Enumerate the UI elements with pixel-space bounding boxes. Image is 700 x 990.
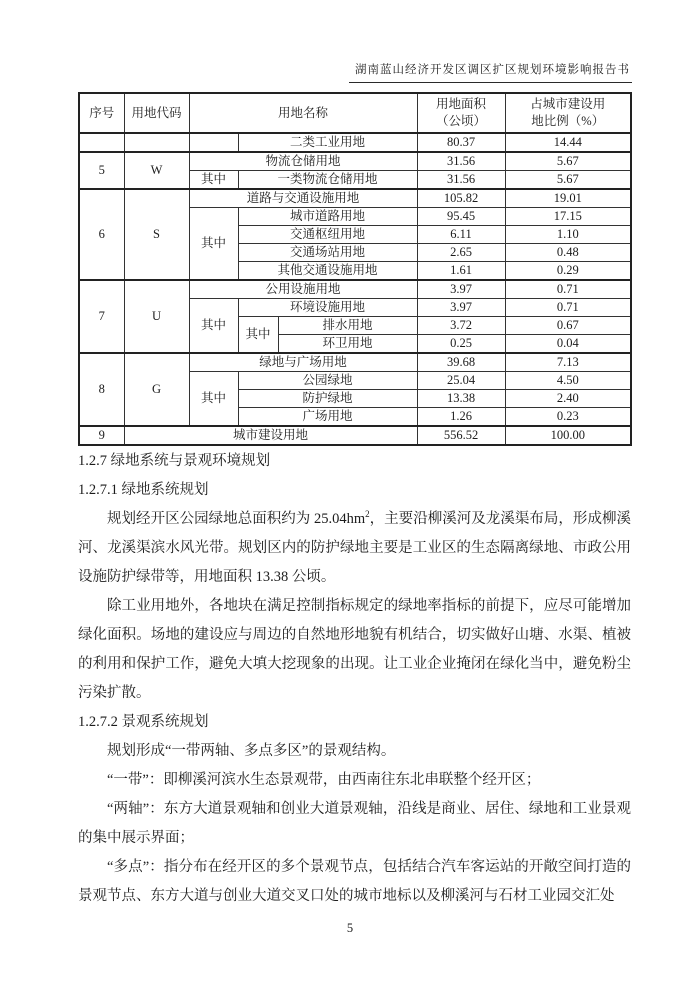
cell-pct: 0.71 — [505, 299, 631, 317]
cell-subcat: 其中 — [189, 208, 238, 281]
paragraph-green-area-text-a: 规划经开区公园绿地总面积约为 25.04hm — [107, 511, 366, 527]
cell-pct: 100.00 — [505, 426, 631, 445]
cell-area: 0.25 — [417, 335, 505, 354]
cell-index: 6 — [79, 189, 124, 280]
cell-pct: 0.48 — [505, 244, 631, 262]
cell-area: 80.37 — [417, 133, 505, 152]
cell-name: 一类物流仓储用地 — [238, 171, 417, 190]
landuse-table — [78, 92, 632, 446]
cell-name: 绿地与广场用地 — [189, 353, 417, 372]
cell-name: 公园绿地 — [238, 372, 417, 390]
table-row — [79, 152, 631, 171]
cell-area: 2.65 — [417, 244, 505, 262]
cell-subcat: 其中 — [189, 171, 238, 190]
cell-name: 二类工业用地 — [238, 133, 417, 152]
paragraph-one-belt: “一带”：即柳溪河滨水生态景观带，由西南往东北串联整个经开区； — [107, 772, 541, 788]
cell-code: S — [124, 189, 189, 280]
paragraph-landscape-structure: 规划形成“一带两轴、多点多区”的景观结构。 — [107, 743, 396, 759]
cell-name: 环卫用地 — [278, 335, 417, 354]
cell-area: 556.52 — [417, 426, 505, 445]
paragraph-multi-points: “多点”：指分布在经开区的多个景观节点，包括结合汽车客运站的开敞空间打造的景观节点、东方大道与创业大道交叉口处的城市地标以及柳溪河与石材工业园交汇处 — [78, 859, 631, 904]
col-header-area-line1: 用地面积 — [436, 97, 487, 112]
page-number: 5 — [346, 921, 354, 935]
cell-name: 城市建设用地 — [124, 426, 417, 445]
cell-pct: 7.13 — [505, 353, 631, 372]
heading-1-2-7: 1.2.7 绿地系统与景观环境规划 — [78, 453, 271, 469]
col-header-code: 用地代码 — [124, 93, 189, 133]
cell-name: 广场用地 — [238, 408, 417, 427]
cell-pct: 5.67 — [505, 152, 631, 171]
cell-name: 物流仓储用地 — [189, 152, 417, 171]
cell-index: 7 — [79, 280, 124, 353]
cell-name: 交通场站用地 — [238, 244, 417, 262]
cell-area: 31.56 — [417, 152, 505, 171]
paragraph-two-axes: “两轴”：东方大道景观轴和创业大道景观轴，沿线是商业、居住、绿地和工业景观的集中展示界面； — [78, 801, 631, 846]
cell-name: 城市道路用地 — [238, 208, 417, 226]
cell-code: U — [124, 280, 189, 353]
cell-area: 31.56 — [417, 171, 505, 190]
cell-pct: 0.67 — [505, 317, 631, 335]
cell-area: 25.04 — [417, 372, 505, 390]
cell-name: 道路与交通设施用地 — [189, 189, 417, 208]
cell-pct: 5.67 — [505, 171, 631, 190]
cell-area: 3.97 — [417, 280, 505, 299]
cell-index: 9 — [79, 426, 124, 445]
cell-subcat: 其中 — [189, 299, 238, 354]
cell-area: 13.38 — [417, 390, 505, 408]
col-header-index: 序号 — [79, 93, 124, 133]
cell-name: 其他交通设施用地 — [238, 262, 417, 281]
cell-area: 3.72 — [417, 317, 505, 335]
cell-pct: 0.04 — [505, 335, 631, 354]
cell-code: W — [124, 152, 189, 189]
heading-1-2-7-2: 1.2.7.2 景观系统规划 — [78, 714, 209, 730]
col-header-name: 用地名称 — [189, 93, 417, 133]
cell-pct: 17.15 — [505, 208, 631, 226]
paragraph-green-area — [78, 505, 631, 592]
cell-area: 3.97 — [417, 299, 505, 317]
paragraph-green-area-text-b: ，主要沿柳溪河及龙溪渠布局，形成柳溪河、龙溪渠滨水风光带。规划区内的防护绿地主要是工业区的生态隔离绿地、市政公用设施防护绿带等，用地面积 13.38 公顷。 — [78, 511, 631, 585]
cell-name: 公用设施用地 — [189, 280, 417, 299]
cell-code: G — [124, 353, 189, 426]
empty-cell — [79, 133, 124, 152]
cell-area: 95.45 — [417, 208, 505, 226]
table-header-row — [79, 93, 631, 133]
paragraph-greening: 除工业用地外，各地块在满足控制指标规定的绿地率指标的前提下，应尽可能增加绿化面积。场地的建设应与周边的自然地形地貌有机结合，切实做好山塘、水渠、植被的利用和保护工作，避免大填大挖现象的出现。让工业企业掩闭在绿化当中，避免粉尘污染扩散。 — [78, 598, 631, 701]
cell-pct: 4.50 — [505, 372, 631, 390]
table-row — [79, 280, 631, 299]
cell-subcat-nested: 其中 — [238, 317, 278, 354]
col-header-pct-line2: 地比例（%） — [531, 114, 605, 128]
running-head-title: 湖南蓝山经济开发区调区扩区规划环境影响报告书 — [349, 61, 632, 83]
superscript-2: 2 — [365, 509, 370, 520]
empty-cell — [189, 133, 238, 152]
cell-area: 105.82 — [417, 189, 505, 208]
cell-pct: 14.44 — [505, 133, 631, 152]
table-row — [79, 189, 631, 208]
col-header-area-line2: （公顷） — [436, 114, 487, 128]
table-row — [79, 133, 631, 152]
col-header-pct — [505, 93, 631, 133]
cell-pct: 0.23 — [505, 408, 631, 427]
cell-name: 防护绿地 — [238, 390, 417, 408]
cell-index: 8 — [79, 353, 124, 426]
empty-cell — [124, 133, 189, 152]
table-row — [79, 353, 631, 372]
cell-pct: 0.29 — [505, 262, 631, 281]
cell-name: 环境设施用地 — [238, 299, 417, 317]
cell-pct: 19.01 — [505, 189, 631, 208]
heading-1-2-7-1: 1.2.7.1 绿地系统规划 — [78, 482, 209, 498]
body-text — [78, 447, 631, 911]
cell-pct: 2.40 — [505, 390, 631, 408]
cell-pct: 0.71 — [505, 280, 631, 299]
cell-area: 1.26 — [417, 408, 505, 427]
cell-name: 排水用地 — [278, 317, 417, 335]
col-header-area — [417, 93, 505, 133]
cell-area: 1.61 — [417, 262, 505, 281]
cell-subcat: 其中 — [189, 372, 238, 427]
cell-name: 交通枢纽用地 — [238, 226, 417, 244]
running-head — [349, 60, 632, 83]
cell-area: 39.68 — [417, 353, 505, 372]
cell-area: 6.11 — [417, 226, 505, 244]
cell-index: 5 — [79, 152, 124, 189]
cell-pct: 1.10 — [505, 226, 631, 244]
table-row — [79, 426, 631, 445]
col-header-pct-line1: 占城市建设用 — [530, 97, 606, 112]
